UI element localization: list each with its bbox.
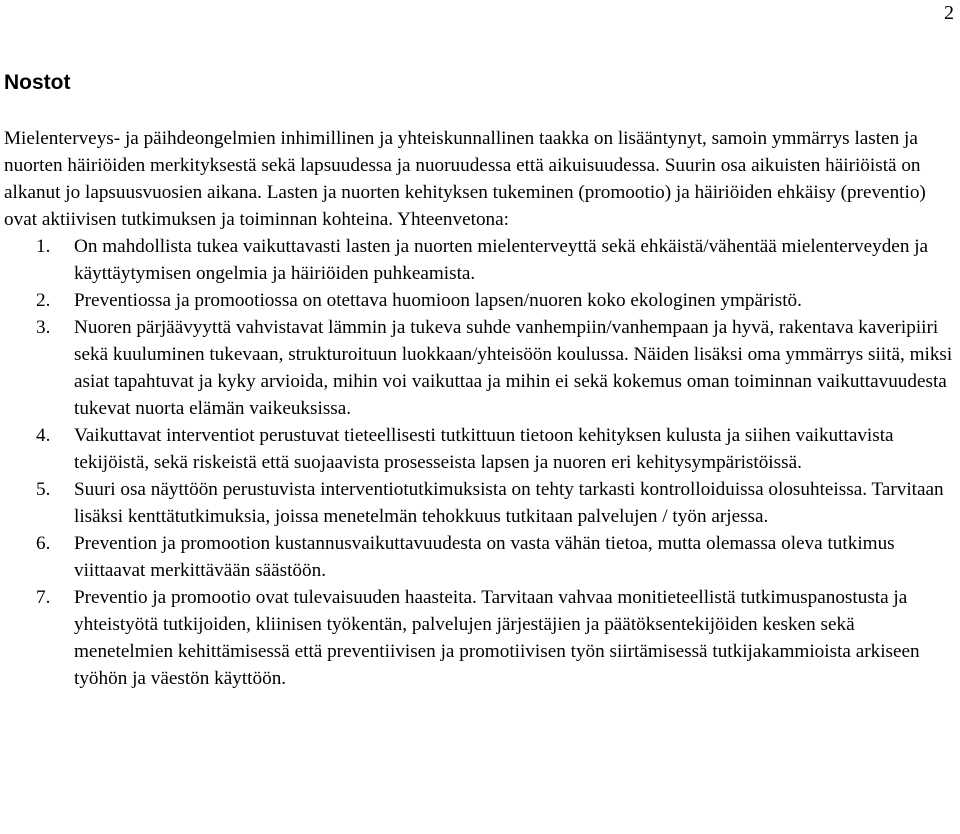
finding-item xyxy=(4,422,954,476)
finding-text: Preventiossa ja promootiossa on otettava huomioon lapsen/nuoren koko ekologinen ympäristö. xyxy=(74,290,802,311)
finding-item xyxy=(4,584,954,692)
finding-item xyxy=(4,233,954,287)
finding-number: 2. xyxy=(36,290,51,311)
finding-text: Nuoren pärjäävyyttä vahvistavat lämmin ja tukeva suhde vanhempiin/vanhempaan ja hyvä, rakentava kaveripiiri sekä kuuluminen tukevaan, strukturoituun luokkaan/yhteisöön koulussa. Näiden lisäksi oma ymmärrys siitä, miksi asiat tapahtuvat ja kyky arvioida, mihin voi vaikuttaa ja mihin ei sekä kokemus oman toiminnan vaikuttavuudesta tukevat nuorta elämän vaikeuksissa. xyxy=(74,317,953,419)
finding-text: Preventio ja promootio ovat tulevaisuuden haasteita. Tarvitaan vahvaa monitieteellistä tutkimuspanostusta ja yhteistyötä tutkijoiden, kliinisen työkentän, palvelujen järjestäjien ja päätöksentekijöiden kesken sekä menetelmien kehittämisessä että preventiivisen ja promotiivisen työn siirtämisessä tutkijakammioista arkiseen työhön ja väestön käyttöön. xyxy=(74,587,920,689)
finding-number: 7. xyxy=(36,587,51,608)
document-body xyxy=(4,125,954,692)
finding-item xyxy=(4,287,954,314)
finding-number: 6. xyxy=(36,533,51,554)
finding-number: 4. xyxy=(36,425,51,446)
page-number: 2 xyxy=(944,2,954,24)
finding-item xyxy=(4,476,954,530)
finding-item xyxy=(4,314,954,422)
finding-number: 1. xyxy=(36,236,51,257)
finding-text: On mahdollista tukea vaikuttavasti lasten ja nuorten mielenterveyttä sekä ehkäistä/vähentää mielenterveyden ja käyttäytymisen ongelmia ja häiriöiden puhkeamista. xyxy=(74,236,929,284)
findings-list xyxy=(4,233,954,692)
intro-paragraph: Mielenterveys- ja päihdeongelmien inhimillinen ja yhteiskunnallinen taakka on lisääntynyt, samoin ymmärrys lasten ja nuorten häiriöiden merkityksestä sekä lapsuudessa ja nuoruudessa että aikuisuudessa. Suurin osa aikuisten häiriöistä on alkanut jo lapsuusvuosien aikana. Lasten ja nuorten kehityksen tukeminen (promootio) ja häiriöiden ehkäisy (preventio) ovat aktiivisen tutkimuksen ja toiminnan kohteina. Yhteenvetona: xyxy=(4,128,926,230)
finding-text: Prevention ja promootion kustannusvaikuttavuudesta on vasta vähän tietoa, mutta olemassa oleva tutkimus viittaavat merkittävään säästöön. xyxy=(74,533,895,581)
finding-text: Suuri osa näyttöön perustuvista interventiotutkimuksista on tehty tarkasti kontrolloiduissa olosuhteissa. Tarvitaan lisäksi kenttätutkimuksia, joissa menetelmän tehokkuus tutkitaan palvelujen / työn arjessa. xyxy=(74,479,944,527)
finding-number: 3. xyxy=(36,317,51,338)
page-heading: Nostot xyxy=(4,71,71,94)
finding-text: Vaikuttavat interventiot perustuvat tieteellisesti tutkittuun tietoon kehityksen kulusta ja siihen vaikuttavista tekijöistä, sekä riskeistä että suojaavista prosesseista lapsen ja nuoren eri kehitysympäristöissä. xyxy=(74,425,894,473)
finding-number: 5. xyxy=(36,479,51,500)
finding-item xyxy=(4,530,954,584)
